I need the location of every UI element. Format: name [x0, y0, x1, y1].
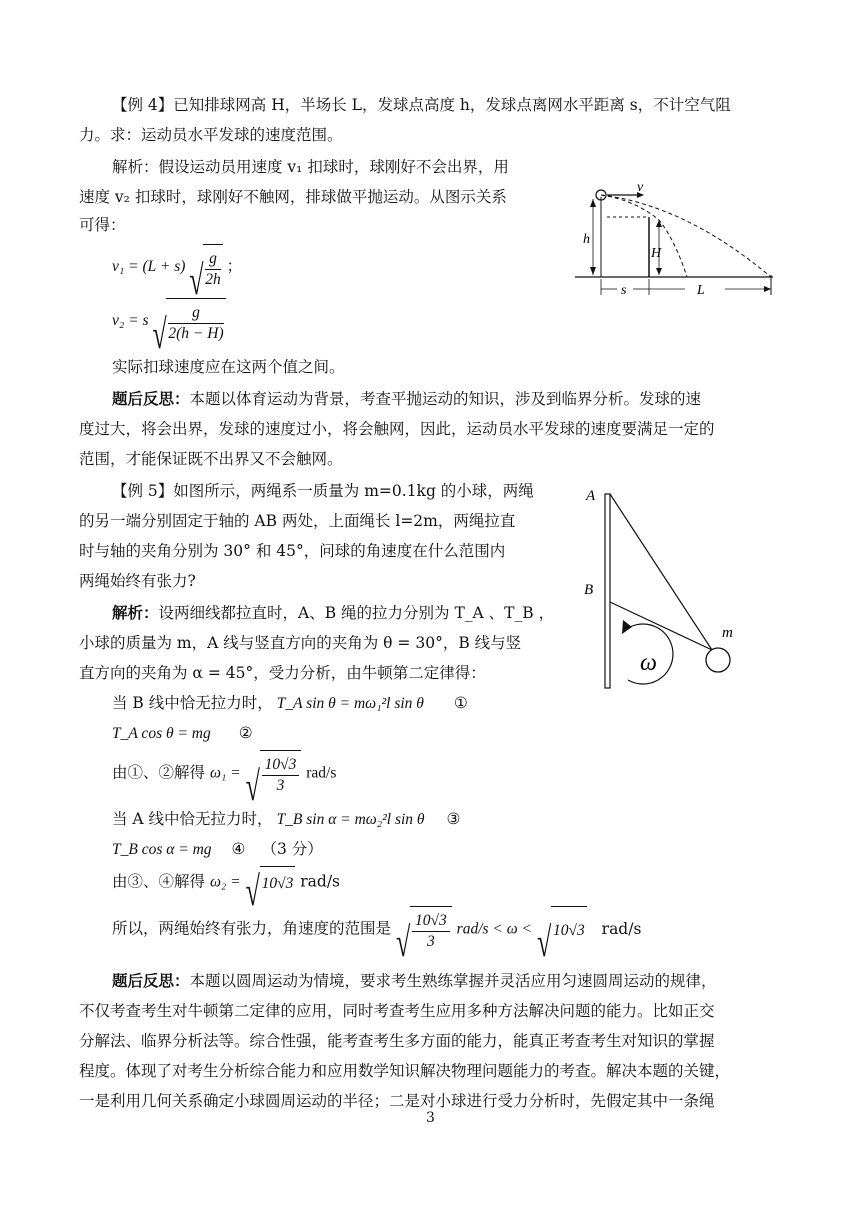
step6-text: 由③、④解得	[112, 872, 206, 891]
step7-inequality: rad/s < ω <	[456, 920, 533, 938]
step7-sqrt-upper	[537, 906, 587, 953]
example4-question: 已知排球网高 H，半场长 L，发球点高度 h，发球点离网水平距离 s，不计空气阻	[173, 96, 731, 114]
example5-reflection2: 不仅考查考生对牛顿第二定律的应用，同时考查考生应用多种方法解决问题的能力。比如正交	[79, 1002, 715, 1020]
step4-equation: T_B sin α = mω₂²l sin θ	[276, 811, 425, 828]
step7	[112, 906, 641, 953]
example4-reflection-text: 本题以体育运动为背景，考查平抛运动的知识，涉及到临界分析。发球的速	[189, 390, 702, 408]
example4-conclusion: 实际扣球速度应在这两个值之间。	[112, 358, 345, 376]
example4-reflection2: 度过大，将会出界，发球的速度过小，将会触网，因此，运动员水平发球的速度要满足一定的	[79, 420, 715, 438]
step3-equation: ω₁ =	[209, 764, 241, 782]
step3-unit: rad/s	[306, 764, 337, 782]
ball-icon	[706, 648, 730, 672]
equation-v1-den: 2h	[205, 270, 221, 288]
label-s: s	[621, 283, 627, 298]
step4	[112, 804, 460, 835]
step6	[112, 866, 340, 899]
example5-analysis2: 小球的质量为 m，A 线与竖直方向的夹角为 θ = 30°，B 线与竖	[79, 634, 522, 652]
axis-rod	[605, 494, 610, 688]
example5-question: 如图所示，两绳系一质量为 m=0.1kg 的小球，两绳	[173, 482, 534, 500]
example4-reflection-label: 题后反思：	[112, 389, 190, 408]
step7-radicand: 10√3	[551, 906, 587, 953]
step2	[112, 718, 253, 749]
step2-equation: T_A cos θ = mg	[112, 725, 211, 742]
label-m: m	[722, 625, 733, 641]
example5-reflection1	[112, 966, 717, 996]
example5-line4: 两绳始终有张力?	[79, 572, 196, 590]
example5-reflection4: 程度。体现了对考生分析综合能力和应用数学知识解决物理问题能力的考查。解决本题的关键，	[79, 1062, 731, 1080]
label-H: H	[651, 246, 662, 261]
step1	[112, 688, 468, 719]
example4-analysis2: 速度 v₂ 扣球时，球刚好不触网，排球做平抛运动。从图示关系	[79, 188, 507, 206]
rotating-rope-diagram	[572, 480, 762, 690]
label-A: A	[586, 488, 596, 504]
step5-score: （3 分）	[261, 840, 323, 858]
label-h: h	[583, 232, 590, 247]
step6-radicand: 10√3	[260, 866, 296, 899]
equation-v2	[112, 298, 226, 345]
step7-den: 3	[426, 932, 435, 950]
step6-sqrt	[246, 866, 296, 899]
equation-v2-den: 2(h − H)	[168, 324, 224, 342]
example5-analysis3: 直方向的夹角为 α = 45°，受力分析，由牛顿第二定律得：	[79, 664, 486, 682]
step5-equation: T_B cos α = mg	[112, 841, 212, 858]
step4-mark: ③	[446, 810, 461, 828]
step3-den: 3	[276, 776, 285, 794]
label-omega: ω	[640, 650, 657, 676]
example5-reflection-label: 题后反思：	[112, 971, 190, 990]
example5-analysis1	[112, 598, 554, 628]
step7-text: 所以，两绳始终有张力，角速度的范围是	[112, 919, 392, 938]
equation-v1	[112, 244, 242, 291]
label-v: v	[637, 180, 644, 195]
example5-tag: 【例 5】	[112, 482, 174, 500]
step6-unit: rad/s	[300, 872, 341, 891]
equation-v2-sqrt	[152, 298, 225, 345]
step3	[112, 750, 336, 797]
step5-mark: ④	[231, 840, 246, 858]
step3-text: 由①、②解得	[112, 763, 206, 782]
step6-equation: ω₂ =	[209, 873, 241, 891]
equation-v1-tail: ；	[226, 258, 243, 276]
example5-line2: 的另一端分别固定于轴的 AB 两处，上面绳长 l=2m，两绳拉直	[79, 512, 516, 530]
example5-line3: 时与轴的夹角分别为 30° 和 45°，问球的角速度在什么范围内	[79, 542, 506, 560]
example5-line1	[112, 476, 534, 506]
step1-text: 当 B 线中恰无拉力时，	[112, 694, 273, 712]
step2-mark: ②	[238, 724, 253, 742]
equation-v1-lhs: v₁ = (L + s)	[112, 258, 186, 276]
example5-reflection-text: 本题以圆周运动为情境，要求考生熟练掌握并灵活应用匀速圆周运动的规律，	[189, 972, 717, 990]
example4-tag: 【例 4】	[112, 96, 174, 114]
example4-analysis3: 可得：	[79, 216, 126, 234]
equation-v1-num: √ g	[205, 249, 221, 270]
equation-v1-sqrt	[189, 244, 223, 291]
label-L: L	[697, 283, 705, 298]
example5-reflection3: 分解法、临界分析法等。综合性强，能考查考生多方面的能力，能真正考查考生对知识的掌握	[79, 1032, 715, 1050]
example4-analysis1: 解析：假设运动员用速度 v₁ 扣球时，球刚好不会出界，用	[112, 158, 509, 176]
step3-num: √ 10√3	[262, 755, 300, 776]
example5-analysis-label: 解析：	[112, 603, 159, 622]
step7-sqrt-lower	[396, 906, 452, 953]
step1-equation: T_A sin θ = mω₁²l sin θ	[276, 695, 424, 712]
example5-reflection5: 一是利用几何关系确定小球圆周运动的半径；二是对小球进行受力分析时，先假定其中一条绳	[79, 1092, 715, 1110]
step7-unit: rad/s	[601, 919, 642, 938]
equation-v2-lhs: v₂ = s	[112, 312, 149, 330]
step5	[112, 834, 323, 865]
example4-line2: 力。求：运动员水平发球的速度范围。	[79, 126, 343, 144]
step7-num: √ 10√3	[412, 911, 450, 932]
example4-line1	[112, 90, 731, 120]
example4-reflection3: 范围，才能保证既不出界又不会触网。	[79, 450, 343, 468]
step4-text: 当 A 线中恰无拉力时，	[112, 810, 273, 828]
step1-mark: ①	[453, 694, 468, 712]
example4-reflection1	[112, 384, 701, 414]
example5-analysis-text: 设两细线都拉直时，A、B 绳的拉力分别为 T_A 、T_B ，	[158, 604, 555, 622]
label-B: B	[584, 582, 594, 598]
step3-sqrt	[246, 750, 302, 797]
equation-v2-num: √ g	[168, 303, 223, 324]
page-number: 3	[426, 1110, 435, 1126]
volleyball-diagram	[565, 175, 785, 305]
